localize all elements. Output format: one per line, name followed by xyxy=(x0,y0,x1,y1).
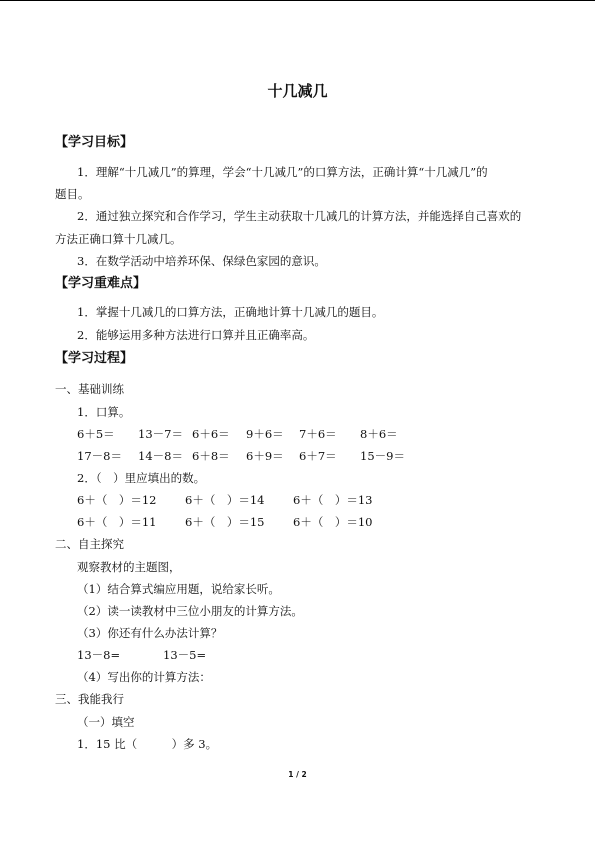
difficulty-heading: 【学习重难点】 xyxy=(55,276,147,291)
calc-item: 6＋7＝ xyxy=(299,449,337,463)
fill-item: 6＋（ ）＝14 xyxy=(185,493,265,507)
calc-item: 14－8＝ xyxy=(138,449,183,463)
part3-subheading: （一）填空 xyxy=(77,715,135,729)
fill-item: 6＋（ ）＝11 xyxy=(77,515,157,529)
calc-item: 13－8= xyxy=(77,648,121,662)
process-heading: 【学习过程】 xyxy=(55,351,134,366)
top-border-line xyxy=(0,0,595,1)
fill-item: 6＋（ ）＝13 xyxy=(293,493,373,507)
calc-item: 6＋9＝ xyxy=(246,449,284,463)
fill-item: 6＋（ ）＝15 xyxy=(185,515,265,529)
calc-item: 15－9＝ xyxy=(360,449,405,463)
part3-heading: 三、我能我行 xyxy=(55,692,124,706)
page-title: 十几减几 xyxy=(267,82,328,100)
page-number: 1 / 2 xyxy=(288,770,307,779)
goals-heading: 【学习目标】 xyxy=(55,135,134,150)
difficulty-2: 2．能够运用多种方法进行口算并且正确率高。 xyxy=(77,328,315,342)
goal-2-line-1: 2．通过独立探究和合作学习，学生主动获取十几减几的计算方法，并能选择自己喜欢的 xyxy=(77,209,522,223)
calc-item: 7＋6＝ xyxy=(299,427,337,441)
calc-item: 6＋8＝ xyxy=(192,449,230,463)
calc-item: 6＋6＝ xyxy=(192,427,230,441)
part2-intro: 观察教材的主题图， xyxy=(77,560,181,574)
calc-item: 13－7＝ xyxy=(138,427,183,441)
calc-item: 17－8＝ xyxy=(77,449,122,463)
part1-heading: 一、基础训练 xyxy=(55,382,124,396)
part1-q1: 1．口算。 xyxy=(77,405,131,419)
goal-1-line-2: 题目。 xyxy=(55,187,90,201)
calc-item: 6＋5＝ xyxy=(77,427,115,441)
part2-step-3: （3）你还有什么办法计算？ xyxy=(77,626,223,640)
calc-item: 13－5= xyxy=(163,648,207,662)
difficulty-1: 1．掌握十几减几的口算方法，正确地计算十几减几的题目。 xyxy=(77,305,384,319)
part2-step-1: （1）结合算式编应用题，说给家长听。 xyxy=(77,582,280,596)
part2-step-2: （2）读一读教材中三位小朋友的计算方法。 xyxy=(77,604,303,618)
calc-item: 8＋6＝ xyxy=(360,427,398,441)
part2-heading: 二、自主探究 xyxy=(55,537,124,551)
part3-q1: 1．15 比（ ）多 3。 xyxy=(77,737,218,751)
goal-3: 3．在数学活动中培养环保、保绿色家园的意识。 xyxy=(77,254,326,268)
fill-item: 6＋（ ）＝10 xyxy=(293,515,373,529)
calc-item: 9＋6＝ xyxy=(246,427,284,441)
fill-item: 6＋（ ）＝12 xyxy=(77,493,157,507)
goal-2-line-2: 方法正确口算十几减几。 xyxy=(55,232,182,246)
part1-q2: 2．（ ）里应填出的数。 xyxy=(77,471,206,485)
goal-1-line-1: 1．理解“十几减几”的算理，学会“十几减几”的口算方法，正确计算“十几减几”的 xyxy=(77,165,488,179)
part2-step-4: （4）写出你的计算方法： xyxy=(77,670,211,684)
